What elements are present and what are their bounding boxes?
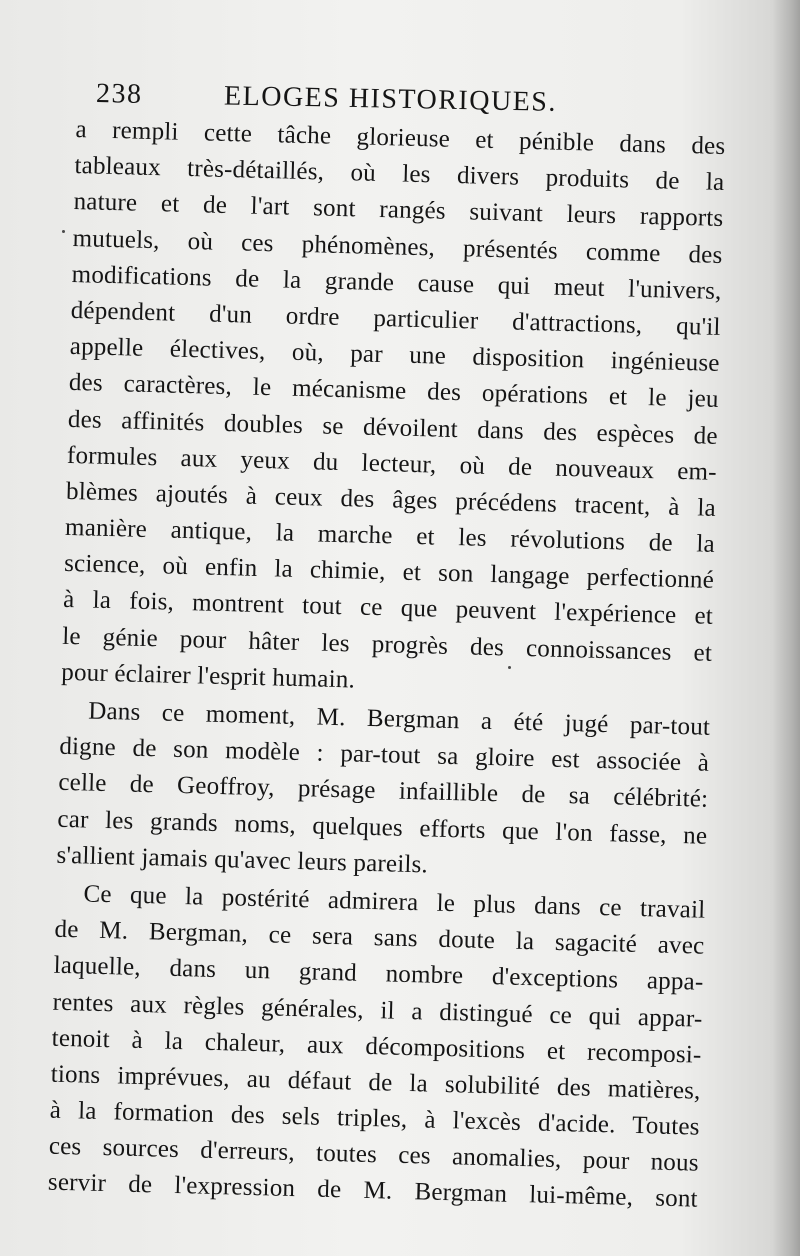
text-line: modifications de la grande cause qui meut l'univers,	[71, 260, 722, 305]
text-line: de M. Bergman, ce sera sans doute la sagacité avec	[54, 915, 705, 960]
text-line: mutuels, où ces phénomènes, présentés comme des	[72, 224, 723, 269]
text-line: appelle électives, où, par une disposition ingénieuse	[69, 333, 720, 378]
text-line: car les grands noms, quelques efforts que l'on fasse, ne	[57, 805, 708, 850]
text-line: dépendent d'un ordre particulier d'attractions, qu'il	[70, 296, 721, 341]
ink-speck	[508, 666, 511, 669]
text-line: des caractères, le mécanisme des opérations et le jeu	[68, 369, 720, 414]
text-line: tableaux très-détaillés, où les divers produits de la	[74, 152, 725, 197]
text-line: manière antique, la marche et les révolutions de la	[64, 513, 716, 558]
text-line: des affinités doubles se dévoilent dans des espèces de	[67, 405, 719, 450]
text-line: nature et de l'art sont rangés suivant leurs rapports	[73, 188, 724, 233]
text-line: Dans ce moment, M. Bergman a été jugé par-tout	[87, 697, 711, 741]
text-line: a rempli cette tâche glorieuse et pénible dans des	[75, 115, 726, 161]
running-title: ELOGES HISTORIQUES.	[223, 80, 558, 118]
text-line: laquelle, dans un grand nombre d'exceptions appa-	[53, 952, 704, 997]
text-line: celle de Geoffroy, présage infaillible de sa célébrité:	[58, 769, 709, 814]
paragraph	[61, 112, 726, 708]
text-line: tenoit à la chaleur, aux décompositions et recomposi-	[51, 1024, 702, 1069]
text-line: servir de l'expression de M. Bergman lui-même, sont	[47, 1169, 699, 1214]
text-line: pour éclairer l'esprit humain.	[60, 658, 356, 694]
text-line: à la formation des sels triples, à l'excès d'acide. Toutes	[49, 1096, 700, 1141]
text-line: formules aux yeux du lecteur, où de nouveaux em-	[66, 441, 718, 486]
text-line: tions imprévues, au défaut de la solubilité des matières,	[50, 1060, 701, 1105]
paragraph	[56, 693, 711, 891]
text-line: blèmes ajoutés à ceux des âges précédens tracent, à la	[65, 477, 717, 522]
text-line: à la fois, montrent tout ce que peuvent l'expérience et	[62, 586, 714, 631]
text-line: rentes aux règles générales, il a distingué ce qui appar-	[52, 988, 703, 1033]
ink-speck	[62, 230, 65, 233]
text-line: digne de son modèle : par-tout sa gloire est associée à	[59, 732, 710, 777]
text-line: s'allient jamais qu'avec leurs pareils.	[56, 841, 429, 879]
text-line: Ce que la postérité admirera le plus dans ce travail	[83, 880, 706, 924]
text-line: science, où enfin la chimie, et son langage perfectionné	[63, 550, 715, 595]
text-line: le génie pour hâter les progrès des connoissances et	[61, 622, 713, 667]
text-line: ces sources d'erreurs, toutes ces anomalies, pour nous	[48, 1132, 700, 1177]
paragraph	[47, 876, 705, 1219]
body-text	[47, 112, 725, 1218]
page-edge-shadow	[772, 0, 800, 1256]
page-number: 238	[95, 78, 143, 110]
